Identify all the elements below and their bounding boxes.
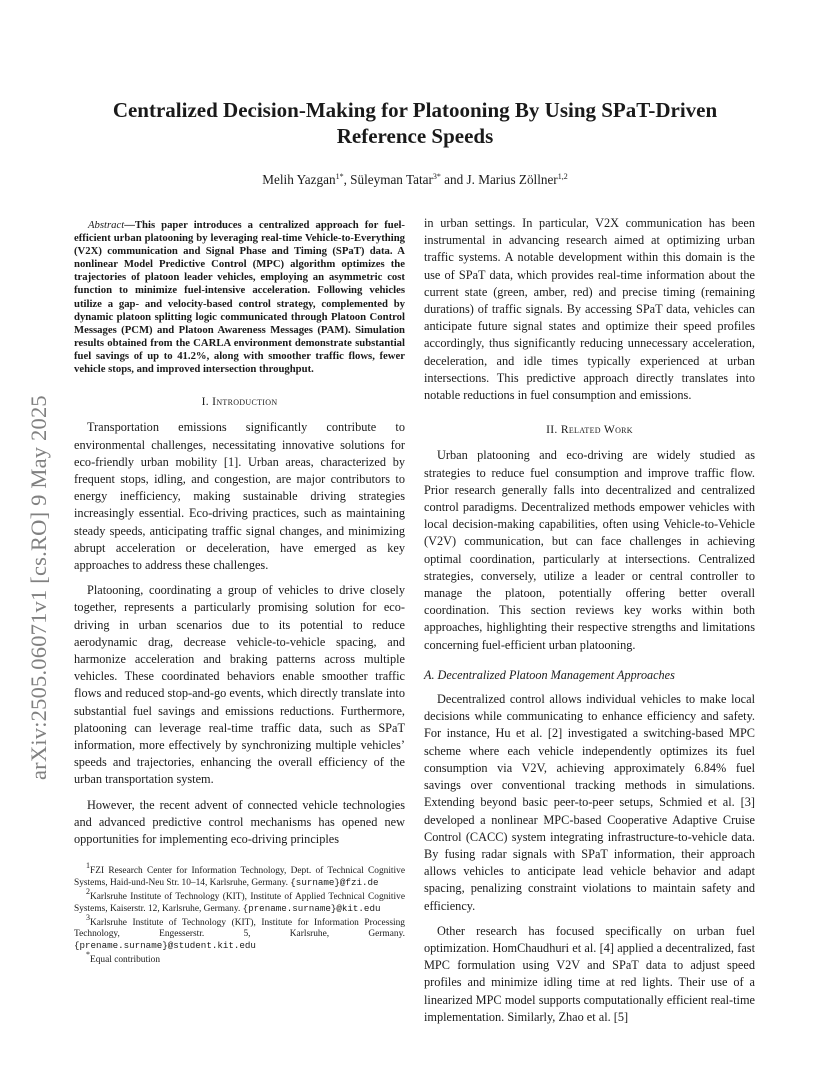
- footnote-text: FZI Research Center for Information Technology, Dept. of Technical Cognitive Systems, Haid-und-Neu Str. 10–14, Karlsruhe, Germany.: [74, 866, 405, 889]
- footnote-email: {surname}@fzi.de: [290, 877, 379, 889]
- intro-paragraph-1: Transportation emissions significantly contribute to environmental challenges, necessitating innovative solutions for eco-friendly urban mobility [1]. Urban areas, characterized by frequent stops, idling, and congestion, are major contributors to energy inefficiency, making sustainable driving strategies increasingly essential. Eco-driving practices, such as maintaining steady speeds, anticipating traffic signal changes, and minimizing abrupt acceleration or deceleration, have emerged as key approaches to address these challenges.: [74, 420, 405, 572]
- footnote-3: [74, 912, 405, 953]
- footnote-marker: *: [86, 949, 90, 959]
- affiliation-footnotes: [74, 861, 405, 968]
- intro-paragraph-continued: in urban settings. In particular, V2X communication has been instrumental in advancing research aimed at optimizing urban traffic systems. A notable development within this domain is the use of SPaT data, which provides real-time information about the current state (green, amber, red) and precise timing (remaining durations) of traffic signals. By accessing SPaT data, vehicles can anticipate future signal states and optimize their speed profiles accordingly, thus significantly reducing unnecessary acceleration, deceleration, and idle times typically experienced at urban intersections. This predictive approach directly translates into notable reductions in fuel consumption and emissions.: [424, 216, 755, 403]
- title-line-2: Reference Speeds: [336, 124, 494, 148]
- section-number: II.: [546, 423, 561, 437]
- author-2: Süleyman Tatar: [350, 172, 433, 187]
- author-separator: ,: [343, 172, 351, 187]
- intro-paragraph-2: Platooning, coordinating a group of vehicles to drive closely together, represents a particularly promising solution for eco-driving in urban scenarios due to its potential to reduce aerodynamic drag, decrease vehicle-to-vehicle spacing, and harmonize acceleration and braking patterns across multiple vehicles. These coordinated behaviors enable smoother traffic flows and reduced stop-and-go events, which directly translate into substantial fuel savings and emissions reductions. Furthermore, platooning can leverage real-time traffic data, such as SPaT information, more effectively by synchronizing multiple vehicles’ speeds and trajectories, enhancing the overall efficiency of the urban transportation system.: [74, 583, 405, 787]
- section-heading-related-work: [424, 421, 755, 438]
- intro-paragraph-3: However, the recent advent of connected vehicle technologies and advanced predictive control mechanisms has opened new opportunities for implementing eco-driving principles: [74, 797, 405, 846]
- decentralized-paragraph-2: Other research has focused specifically on urban fuel optimization. HomChaudhuri et al. [4] applied a decentralized, fast MPC formulation using V2V and SPaT data to adjust speed profiles and minimize idling time at red lights. Their use of a linearized MPC model supports computationally efficient real-time implementation. Similarly, Zhao et al. [5]: [424, 923, 755, 1024]
- section-heading-introduction: [74, 393, 405, 410]
- decentralized-paragraph-1: Decentralized control allows individual vehicles to make local decisions while communicating to enhance efficiency and safety. For instance, Hu et al. [2] investigated a switching-based MPC scheme where each vehicle independently optimizes its fuel consumption via V2V, achieving approximately 6.84% fuel savings over conventional tracking methods in simulations. Extending beyond basic peer-to-peer setups, Schmied et al. [3] developed a nonlinear MPC-based Cooperative Adaptive Cruise Control (CACC) system integrating infrastructure-to-vehicle data. By fusing radar signals with SPaT information, their approach allows vehicles to anticipate lead vehicle behavior and adapt spacing, penalizing constraint violations to maintain safety and efficiency.: [424, 692, 755, 913]
- title-line-1: Centralized Decision-Making for Platooning By Using SPaT-Driven: [112, 98, 718, 122]
- author-3: J. Marius Zöllner: [466, 172, 558, 187]
- section-title: Introduction: [212, 395, 278, 409]
- author-1: Melih Yazgan: [262, 172, 336, 187]
- author-separator: and: [440, 172, 467, 187]
- footnote-marker: 2: [86, 886, 90, 896]
- abstract-label: Abstract: [88, 219, 125, 231]
- footnote-4: [74, 949, 405, 966]
- footnote-marker: 3: [86, 912, 90, 922]
- related-work-paragraph-1: Urban platooning and eco-driving are widely studied as strategies to reduce fuel consumption and improve traffic flow. Prior research generally falls into decentralized and centralized control paradigms. Decentralized methods empower vehicles with local decision-making capabilities, often using Vehicle-to-Vehicle (V2V) communication, but can face challenges in achieving optimal coordination, particularly at intersections. Centralized strategies, conversely, utilize a leader or central controller to manage the platoon, potentially offering better overall coordination. This section reviews key works within both approaches, highlighting their respective strengths and limitations concerning fuel-efficient urban platooning.: [424, 448, 755, 652]
- right-column: [424, 215, 755, 1034]
- footnote-text: Equal contribution: [90, 954, 161, 965]
- left-column: [74, 215, 405, 856]
- abstract: [74, 219, 405, 376]
- author-2-affil: 3*: [432, 172, 441, 181]
- author-3-affil: 1,2: [557, 172, 568, 181]
- footnote-email: {prename.surname}@student.kit.edu: [74, 940, 256, 952]
- footnote-email: {prename.surname}@kit.edu: [242, 903, 381, 915]
- footnote-marker: 1: [86, 861, 90, 870]
- paper-title: [70, 97, 760, 149]
- subsection-heading-decentralized: A. Decentralized Platoon Management Approaches: [424, 667, 675, 682]
- section-title: Related Work: [560, 423, 633, 437]
- footnote-1: [74, 861, 405, 890]
- author-1-affil: 1*: [335, 172, 344, 181]
- footnote-text: Karlsruhe Institute of Technology (KIT), Institute for Information Processing Technology, Engesserstr. 5, Karlsruhe, Germany.: [74, 917, 405, 940]
- footnote-2: [74, 886, 405, 916]
- abstract-text: —This paper introduces a centralized approach for fuel-efficient urban platooning by leveraging real-time Vehicle-to-Everything (V2X) communication and Signal Phase and Timing (SPaT) data. A nonlinear Model Predictive Control (MPC) algorithm optimizes the trajectories of platoon leader vehicles, employing an asymmetric cost function to minimize fuel-intensive acceleration. Following vehicles utilize a gap- and velocity-based control strategy, complemented by dynamic platoon splitting logic communicated through Platoon Control Messages (PCM) and Platoon Awareness Messages (PAM). Simulation results obtained from the CARLA environment demonstrate substantial fuel savings of up to 41.2%, along with smoother traffic flows, fewer vehicle stops, and improved intersection throughput.: [74, 219, 405, 376]
- author-list: [70, 171, 760, 189]
- footnote-text: Karlsruhe Institute of Technology (KIT), Institute of Applied Technical Cognitive Systems, Kaiserstr. 12, Karlsruhe, Germany.: [74, 891, 405, 915]
- section-number: I.: [201, 395, 213, 409]
- arxiv-identifier-stamp: arXiv:2505.06071v1 [cs.RO] 9 May 2025: [26, 395, 51, 780]
